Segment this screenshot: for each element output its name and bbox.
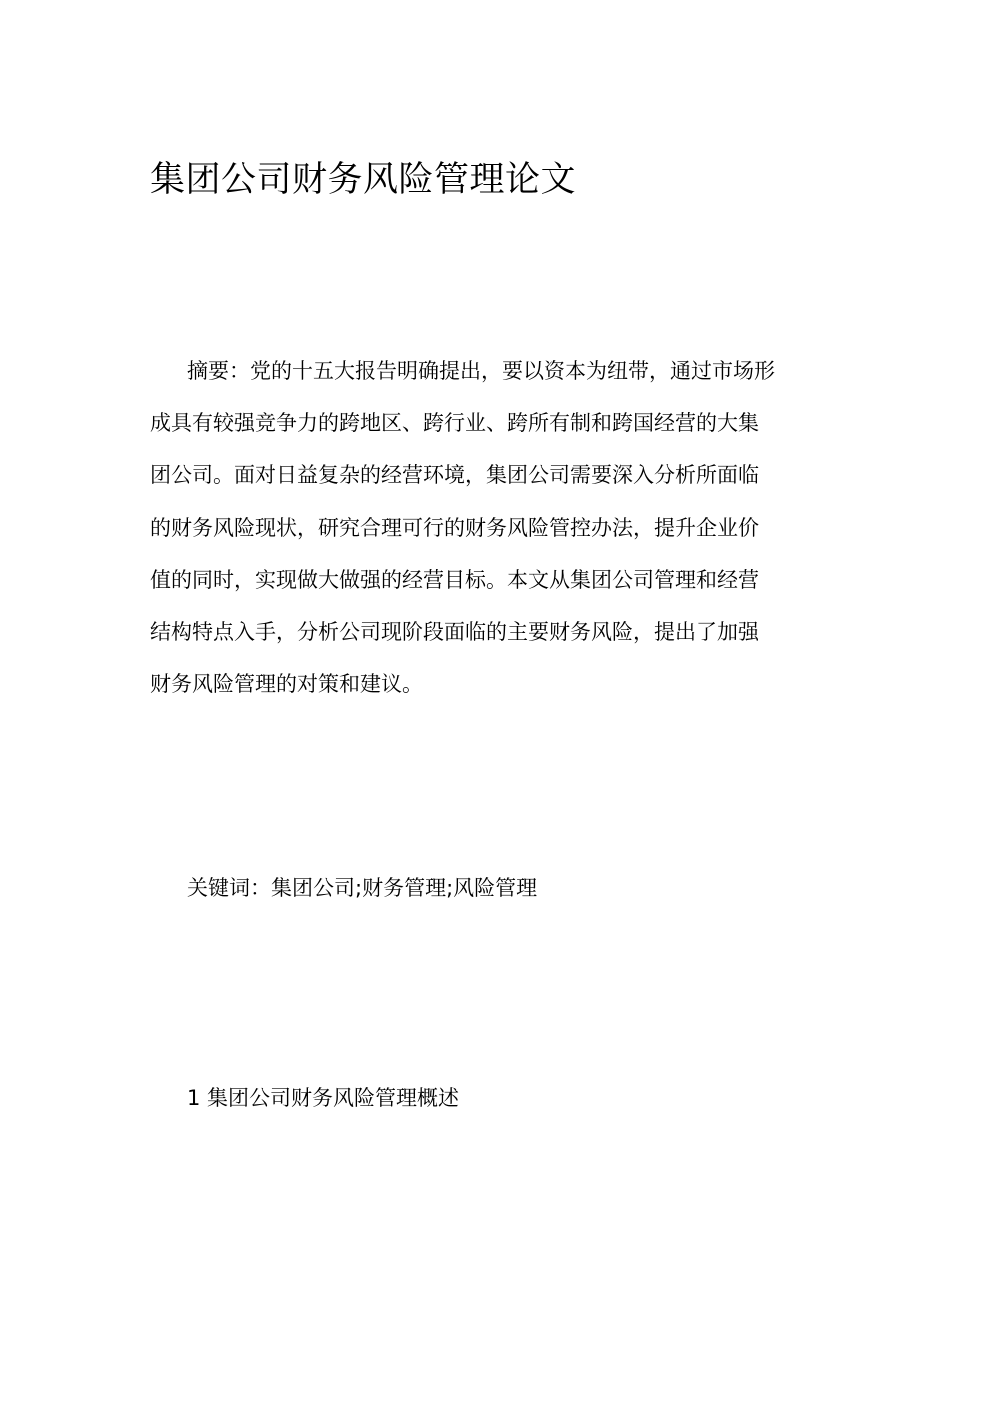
abstract-line: 摘要：党的十五大报告明确提出，要以资本为纽带，通过市场形: [187, 359, 775, 383]
abstract-line: 值的同时，实现做大做强的经营目标。本文从集团公司管理和经营: [150, 567, 759, 592]
abstract-line: 的财务风险现状，研究合理可行的财务风险管控办法，提升企业价: [150, 515, 759, 540]
section-heading: 1 集团公司财务风险管理概述: [187, 1086, 460, 1110]
document-title: 集团公司财务风险管理论文: [150, 160, 577, 200]
abstract-line: 财务风险管理的对策和建议。: [150, 672, 423, 697]
keywords-line: 关键词：集团公司;财务管理;风险管理: [187, 876, 538, 900]
abstract-line: 团公司。面对日益复杂的经营环境，集团公司需要深入分析所面临: [150, 463, 759, 488]
abstract-line: 结构特点入手，分析公司现阶段面临的主要财务风险，提出了加强: [150, 619, 759, 644]
abstract-paragraph: [150, 345, 834, 710]
abstract-line: 成具有较强竞争力的跨地区、跨行业、跨所有制和跨国经营的大集: [150, 411, 759, 436]
